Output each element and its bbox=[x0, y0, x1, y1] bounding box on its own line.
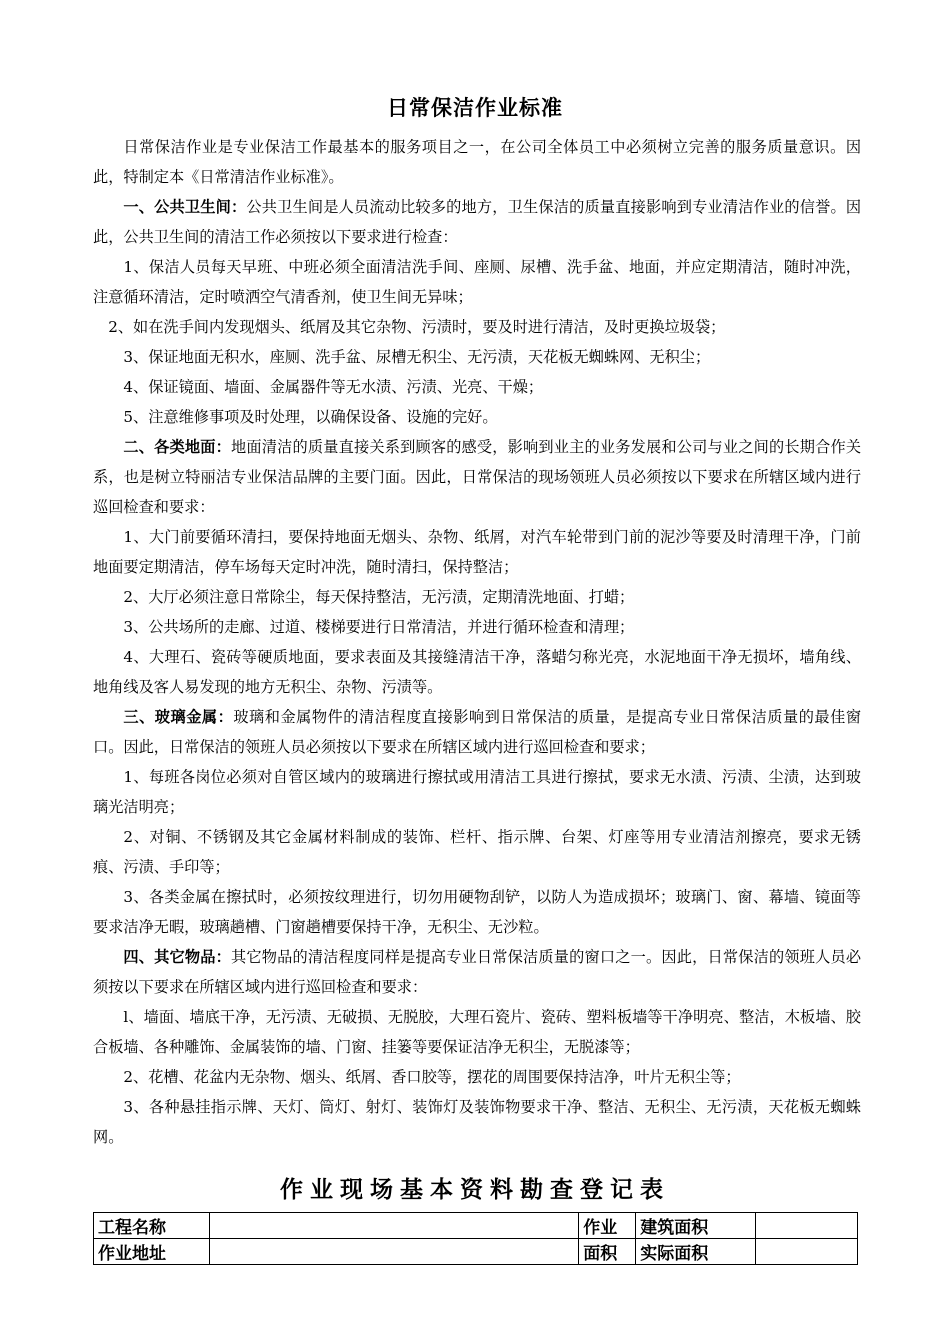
section-2-item: 2、大厅必须注意日常除尘，每天保持整洁，无污渍，定期清洗地面、打蜡； bbox=[123, 588, 635, 606]
actual-area-label: 实际面积 bbox=[636, 1239, 756, 1265]
actual-area-field[interactable] bbox=[756, 1239, 858, 1265]
section-4-lead-paragraph bbox=[93, 942, 861, 1002]
section-4-lead: 其它物品的清洁程度同样是提高专业日常保洁质量的窗口之一。因此，日常保洁的领班人员必须按以下要求在所辖区域内进行巡回检查和要求： bbox=[93, 948, 862, 996]
document-title: 日常保洁作业标准 bbox=[387, 96, 563, 120]
section-1-item: 3、保证地面无积水，座厕、洗手盆、尿槽无积尘、无污渍，天花板无蜘蛛网、无积尘； bbox=[123, 348, 711, 366]
project-name-label: 工程名称 bbox=[94, 1213, 210, 1239]
section-1-item: 4、保证镜面、墙面、金属器件等无水渍、污渍、光亮、干燥； bbox=[123, 378, 544, 396]
work-address-field[interactable] bbox=[209, 1239, 578, 1265]
section-4-item: 3、各种悬挂指示牌、天灯、筒灯、射灯、装饰灯及装饰物要求干净、整洁、无积尘、无污渍，天花板无蜘蛛网。 bbox=[93, 1098, 861, 1146]
section-2-heading: 二、各类地面： bbox=[123, 438, 231, 456]
section-2-lead-paragraph bbox=[93, 432, 861, 522]
section-4-item: 2、花槽、花盆内无杂物、烟头、纸屑、香口胶等，摆花的周围要保持洁净，叶片无积尘等； bbox=[123, 1068, 741, 1086]
section-2-item: 3、公共场所的走廊、过道、楼梯要进行日常清洁，并进行循环检查和清理； bbox=[123, 618, 635, 636]
section-2-lead: 地面清洁的质量直接关系到顾客的感受，影响到业主的业务发展和公司与业之间的长期合作关系，也是树立特丽洁专业保洁品牌的主要门面。因此，日常保洁的现场领班人员必须按以下要求在所辖区域内进行巡回检查和要求： bbox=[93, 438, 862, 516]
section-2-item: 1、大门前要循环清扫，要保持地面无烟头、杂物、纸屑，对汽车轮带到门前的泥沙等要及时清理干净，门前地面要定期清洁，停车场每天定时冲洗，随时清扫，保持整洁； bbox=[93, 528, 861, 576]
section-1-lead: 公共卫生间是人员流动比较多的地方，卫生保洁的质量直接影响到专业清洁作业的信誉。因此，公共卫生间的清洁工作必须按以下要求进行检查： bbox=[93, 198, 862, 246]
section-1-item: 1、保洁人员每天早班、中班必须全面清洁洗手间、座厕、尿槽、洗手盆、地面，并应定期清洁，随时冲洗，注意循环清洁，定时喷洒空气清香剂，使卫生间无异味； bbox=[93, 258, 861, 306]
section-3-heading: 三、玻璃金属： bbox=[123, 708, 234, 726]
document-body bbox=[93, 132, 861, 1152]
section-1-heading: 一、公共卫生间： bbox=[123, 198, 247, 216]
project-name-field[interactable] bbox=[209, 1213, 578, 1239]
site-survey-form-table bbox=[93, 1212, 858, 1265]
work-area-label-bottom: 面积 bbox=[579, 1239, 636, 1265]
section-1-item: 2、如在洗手间内发现烟头、纸屑及其它杂物、污渍时，要及时进行清洁，及时更换垃圾袋； bbox=[108, 318, 726, 336]
section-4-item: l、墙面、墙底干净，无污渍、无破损、无脱胶，大理石瓷片、瓷砖、塑料板墙等干净明亮、整洁，木板墙、胶合板墙、各种雕饰、金属装饰的墙、门窗、挂篓等要保证洁净无积尘，无脱漆等； bbox=[93, 1008, 861, 1056]
work-area-label-top: 作业 bbox=[579, 1213, 636, 1239]
form-row bbox=[94, 1213, 858, 1239]
building-area-field[interactable] bbox=[756, 1213, 858, 1239]
building-area-label: 建筑面积 bbox=[636, 1213, 756, 1239]
form-row bbox=[94, 1239, 858, 1265]
form-title: 作业现场基本资料勘查登记表 bbox=[280, 1177, 670, 1203]
intro-paragraph: 日常保洁作业是专业保洁工作最基本的服务项目之一，在公司全体员工中必须树立完善的服务质量意识。因此，特制定本《日常清洁作业标准》。 bbox=[93, 138, 861, 186]
section-3-lead: 玻璃和金属物件的清洁程度直接影响到日常保洁的质量，是提高专业日常保洁质量的最佳窗口。因此，日常保洁的领班人员必须按以下要求在所辖区域内进行巡回检查和要求； bbox=[93, 708, 862, 756]
section-4-heading: 四、其它物品： bbox=[123, 948, 231, 966]
section-2-item: 4、大理石、瓷砖等硬质地面，要求表面及其接缝清洁干净，落蜡匀称光亮，水泥地面干净无损坏，墙角线、地角线及客人易发现的地方无积尘、杂物、污渍等。 bbox=[93, 648, 861, 696]
section-3-item: 3、各类金属在擦拭时，必须按纹理进行，切勿用硬物刮铲，以防人为造成损坏；玻璃门、窗、幕墙、镜面等要求洁净无暇，玻璃趟槽、门窗趟槽要保持干净，无积尘、无沙粒。 bbox=[93, 888, 861, 936]
section-1-lead-paragraph bbox=[93, 192, 861, 252]
work-address-label: 作业地址 bbox=[94, 1239, 210, 1265]
section-3-item: 1、每班各岗位必须对自管区域内的玻璃进行擦拭或用清洁工具进行擦拭，要求无水渍、污渍、尘渍，达到玻璃光洁明亮； bbox=[93, 768, 861, 816]
section-3-item: 2、对铜、不锈钢及其它金属材料制成的装饰、栏杆、指示牌、台架、灯座等用专业清洁剂擦亮，要求无锈痕、污渍、手印等； bbox=[93, 828, 861, 876]
section-3-lead-paragraph bbox=[93, 702, 861, 762]
section-1-item: 5、注意维修事项及时处理，以确保设备、设施的完好。 bbox=[123, 408, 498, 426]
